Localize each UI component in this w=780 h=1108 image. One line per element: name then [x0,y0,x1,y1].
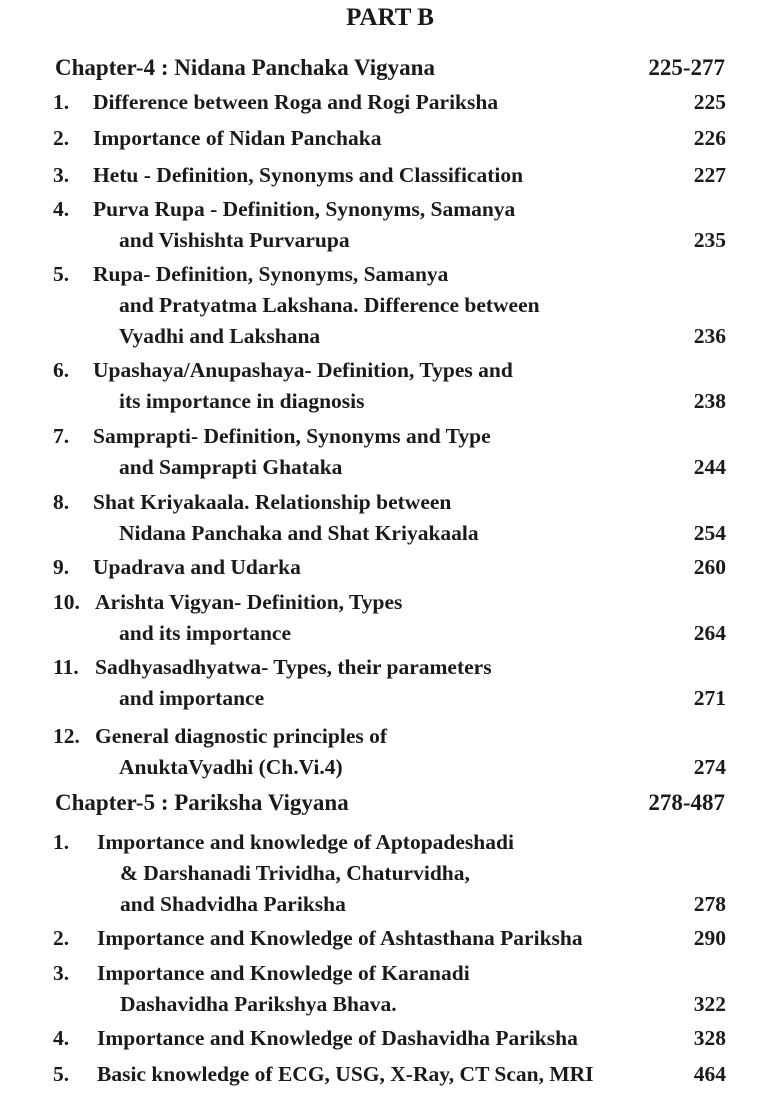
item-number: 2. [53,926,70,950]
item-page-number: 244 [693,455,726,479]
item-title-continuation: and Shadvidha Pariksha [120,892,346,916]
item-page-number: 236 [693,324,726,348]
item-title: Importance and knowledge of Aptopadeshadi [97,830,514,854]
item-page-number: 235 [693,228,726,252]
item-page-number: 238 [693,389,726,413]
item-page-number: 226 [693,126,726,150]
item-title-continuation: its importance in diagnosis [119,389,365,413]
item-number: 7. [53,424,70,448]
item-number: 5. [53,262,70,286]
item-title: Importance and Knowledge of Dashavidha Pariksha [97,1026,578,1050]
item-title: Upashaya/Anupashaya- Definition, Types and [93,358,513,382]
item-title: Importance and Knowledge of Karanadi [97,961,470,985]
item-title: General diagnostic principles of [95,724,388,748]
item-page-number: 274 [693,755,726,779]
item-number: 1. [53,90,70,114]
item-number: 3. [53,961,70,985]
item-page-number: 254 [693,521,726,545]
chapter-heading: Chapter-4 : Nidana Panchaka Vigyana [55,55,435,80]
item-number: 4. [53,1026,70,1050]
item-page-number: 260 [693,555,726,579]
item-title-continuation: and Vishishta Purvarupa [119,228,350,252]
item-number: 8. [53,490,70,514]
item-page-number: 227 [693,163,726,187]
item-page-number: 264 [693,621,726,645]
item-title-continuation: and Samprapti Ghataka [119,455,343,479]
item-title-continuation: Vyadhi and Lakshana [119,324,321,348]
item-title: Importance of Nidan Panchaka [93,126,382,150]
item-title: Purva Rupa - Definition, Synonyms, Samanya [93,197,516,221]
item-number: 1. [53,830,70,854]
item-page-number: 328 [693,1026,726,1050]
item-page-number: 225 [693,90,726,114]
chapter-heading: Chapter-5 : Pariksha Vigyana [55,790,349,815]
item-title-continuation: Nidana Panchaka and Shat Kriyakaala [119,521,479,545]
item-number: 12. [53,724,80,748]
chapter-page-range: 225-277 [648,55,725,80]
item-title: Samprapti- Definition, Synonyms and Type [93,424,491,448]
item-title-continuation: Dashavidha Parikshya Bhava. [120,992,397,1016]
item-number: 4. [53,197,70,221]
item-page-number: 290 [693,926,726,950]
item-title-continuation: and importance [119,686,265,710]
item-title: Basic knowledge of ECG, USG, X-Ray, CT Scan, MRI [97,1062,594,1086]
part-title: PART B [346,4,434,31]
item-page-number: 464 [693,1062,726,1086]
item-number: 9. [53,555,70,579]
item-title-continuation: and Pratyatma Lakshana. Difference between [119,293,540,317]
item-number: 2. [53,126,70,150]
item-number: 5. [53,1062,70,1086]
item-number: 6. [53,358,70,382]
chapter-page-range: 278-487 [648,790,725,815]
item-title: Rupa- Definition, Synonyms, Samanya [93,262,449,286]
item-title: Arishta Vigyan- Definition, Types [95,590,403,614]
item-page-number: 322 [693,992,726,1016]
item-title-continuation: and its importance [119,621,291,645]
item-title: Sadhyasadhyatwa- Types, their parameters [95,655,492,679]
item-title: Hetu - Definition, Synonyms and Classification [93,163,524,187]
item-title: Importance and Knowledge of Ashtasthana Pariksha [97,926,583,950]
item-title-continuation: & Darshanadi Trividha, Chaturvidha, [120,861,470,885]
item-title-continuation: AnuktaVyadhi (Ch.Vi.4) [119,755,343,779]
item-title: Shat Kriyakaala. Relationship between [93,490,452,514]
item-page-number: 271 [693,686,726,710]
item-title: Difference between Roga and Rogi Pariksha [93,90,499,114]
item-title: Upadrava and Udarka [93,555,301,579]
item-number: 3. [53,163,70,187]
item-number: 11. [53,655,79,679]
item-number: 10. [53,590,80,614]
item-page-number: 278 [693,892,726,916]
